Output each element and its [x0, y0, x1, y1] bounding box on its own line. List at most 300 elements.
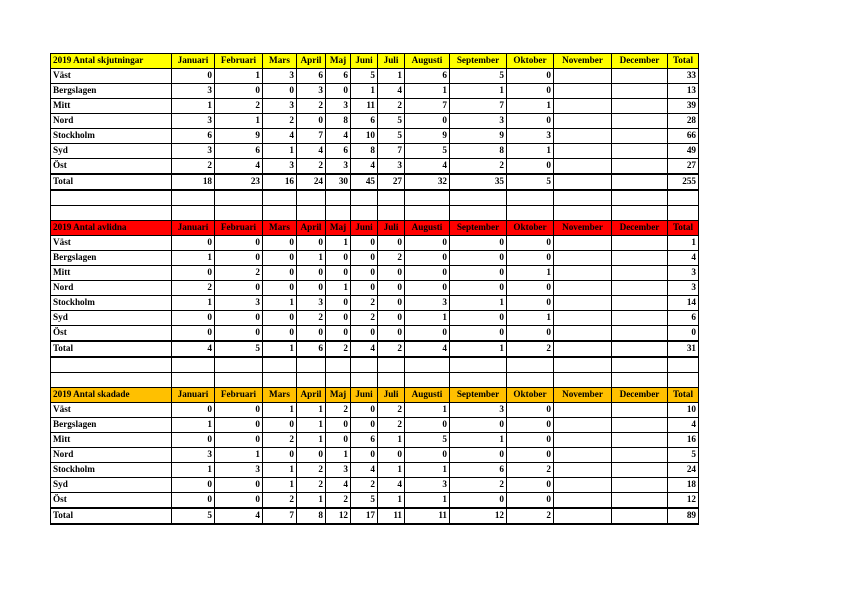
value-cell	[612, 326, 668, 342]
value-cell: 5	[405, 144, 450, 159]
value-cell: 1	[405, 311, 450, 326]
value-cell: 0	[215, 418, 263, 433]
value-cell: 1	[172, 463, 215, 478]
total-cell: 4	[215, 508, 263, 524]
region-label: Väst	[51, 403, 172, 418]
table-row	[51, 144, 699, 159]
column-header: December	[612, 221, 668, 236]
value-cell	[612, 478, 668, 493]
value-cell: 0	[405, 326, 450, 342]
sheet-body	[51, 54, 699, 525]
value-cell: 0	[215, 433, 263, 448]
value-cell: 3	[378, 159, 405, 175]
value-cell: 0	[297, 266, 326, 281]
value-cell: 6	[215, 144, 263, 159]
empty-cell	[351, 206, 378, 221]
value-cell: 0	[507, 69, 554, 84]
value-cell: 3	[507, 129, 554, 144]
table-row	[51, 478, 699, 493]
value-cell: 0	[215, 326, 263, 342]
value-cell: 27	[668, 159, 699, 175]
value-cell: 3	[172, 114, 215, 129]
value-cell: 0	[297, 114, 326, 129]
section-header-row	[51, 388, 699, 403]
table-row	[51, 69, 699, 84]
total-label: Total	[51, 174, 172, 190]
value-cell: 1	[297, 418, 326, 433]
table-row	[51, 311, 699, 326]
column-header: Februari	[215, 388, 263, 403]
value-cell: 2	[351, 311, 378, 326]
section-header-row	[51, 221, 699, 236]
value-cell: 0	[263, 326, 297, 342]
total-cell: 2	[507, 508, 554, 524]
value-cell: 0	[351, 266, 378, 281]
total-row	[51, 508, 699, 524]
total-cell: 27	[378, 174, 405, 190]
value-cell: 1	[215, 114, 263, 129]
table-row	[51, 296, 699, 311]
value-cell: 14	[668, 296, 699, 311]
value-cell: 0	[263, 448, 297, 463]
region-label: Öst	[51, 493, 172, 509]
value-cell: 0	[326, 296, 351, 311]
value-cell: 1	[326, 281, 351, 296]
value-cell: 0	[507, 326, 554, 342]
empty-cell	[51, 373, 172, 388]
value-cell: 0	[215, 251, 263, 266]
value-cell: 0	[351, 448, 378, 463]
empty-cell	[507, 190, 554, 206]
value-cell: 5	[405, 433, 450, 448]
empty-cell	[215, 373, 263, 388]
value-cell: 0	[263, 266, 297, 281]
value-cell: 6	[450, 463, 507, 478]
value-cell: 2	[326, 493, 351, 509]
region-label: Stockholm	[51, 129, 172, 144]
value-cell: 2	[172, 159, 215, 175]
value-cell: 0	[405, 266, 450, 281]
value-cell: 3	[172, 84, 215, 99]
value-cell: 0	[351, 236, 378, 251]
value-cell	[554, 266, 612, 281]
empty-cell	[172, 357, 215, 373]
total-cell: 5	[507, 174, 554, 190]
table-row	[51, 433, 699, 448]
column-header: Juli	[378, 388, 405, 403]
value-cell: 2	[215, 266, 263, 281]
empty-cell	[351, 190, 378, 206]
value-cell	[554, 144, 612, 159]
spacer-row	[51, 190, 699, 206]
empty-cell	[378, 190, 405, 206]
table-row	[51, 463, 699, 478]
empty-cell	[297, 373, 326, 388]
value-cell: 7	[297, 129, 326, 144]
empty-cell	[215, 206, 263, 221]
region-label: Bergslagen	[51, 84, 172, 99]
region-label: Väst	[51, 236, 172, 251]
value-cell: 6	[326, 69, 351, 84]
value-cell	[612, 448, 668, 463]
region-label: Syd	[51, 144, 172, 159]
column-header: April	[297, 221, 326, 236]
value-cell	[554, 69, 612, 84]
value-cell	[554, 463, 612, 478]
empty-cell	[405, 190, 450, 206]
value-cell	[612, 99, 668, 114]
value-cell: 1	[326, 236, 351, 251]
value-cell: 4	[405, 159, 450, 175]
value-cell: 0	[326, 84, 351, 99]
value-cell: 1	[450, 433, 507, 448]
column-header: Oktober	[507, 388, 554, 403]
value-cell	[612, 296, 668, 311]
value-cell	[554, 236, 612, 251]
value-cell	[554, 326, 612, 342]
column-header: Total	[668, 388, 699, 403]
value-cell: 0	[326, 251, 351, 266]
value-cell: 5	[668, 448, 699, 463]
value-cell: 7	[450, 99, 507, 114]
empty-cell	[450, 190, 507, 206]
empty-cell	[612, 373, 668, 388]
total-cell: 5	[172, 508, 215, 524]
column-header: Juni	[351, 388, 378, 403]
value-cell: 1	[172, 296, 215, 311]
value-cell: 0	[507, 251, 554, 266]
empty-cell	[326, 357, 351, 373]
value-cell: 0	[450, 326, 507, 342]
total-cell: 2	[326, 341, 351, 357]
empty-cell	[263, 373, 297, 388]
value-cell: 3	[297, 84, 326, 99]
value-cell: 4	[326, 129, 351, 144]
value-cell: 2	[263, 493, 297, 509]
total-cell: 35	[450, 174, 507, 190]
value-cell: 0	[405, 448, 450, 463]
value-cell: 4	[215, 159, 263, 175]
value-cell: 3	[297, 296, 326, 311]
section-title: 2019 Antal skadade	[51, 388, 172, 403]
total-row	[51, 174, 699, 190]
total-row	[51, 341, 699, 357]
value-cell: 0	[326, 418, 351, 433]
value-cell: 1	[507, 144, 554, 159]
region-label: Stockholm	[51, 463, 172, 478]
region-label: Nord	[51, 114, 172, 129]
total-cell: 17	[351, 508, 378, 524]
column-header: Juni	[351, 221, 378, 236]
empty-cell	[612, 206, 668, 221]
value-cell	[554, 493, 612, 509]
value-cell: 0	[507, 281, 554, 296]
value-cell: 1	[378, 493, 405, 509]
value-cell	[554, 114, 612, 129]
value-cell: 1	[378, 463, 405, 478]
value-cell: 2	[507, 463, 554, 478]
value-cell: 3	[172, 144, 215, 159]
value-cell: 1	[172, 418, 215, 433]
value-cell: 0	[215, 236, 263, 251]
column-header: Oktober	[507, 54, 554, 69]
value-cell: 0	[326, 326, 351, 342]
value-cell: 2	[450, 159, 507, 175]
total-cell: 12	[450, 508, 507, 524]
value-cell: 0	[263, 84, 297, 99]
value-cell: 3	[326, 159, 351, 175]
value-cell	[554, 448, 612, 463]
total-cell: 16	[263, 174, 297, 190]
value-cell: 0	[405, 281, 450, 296]
empty-cell	[668, 206, 699, 221]
region-label: Mitt	[51, 433, 172, 448]
value-cell	[554, 129, 612, 144]
region-label: Syd	[51, 311, 172, 326]
value-cell: 0	[297, 236, 326, 251]
value-cell: 8	[326, 114, 351, 129]
total-cell: 5	[215, 341, 263, 357]
column-header: Januari	[172, 54, 215, 69]
value-cell: 0	[172, 236, 215, 251]
value-cell: 1	[351, 84, 378, 99]
value-cell: 2	[263, 114, 297, 129]
column-header: Januari	[172, 221, 215, 236]
value-cell: 1	[263, 144, 297, 159]
value-cell	[612, 69, 668, 84]
value-cell: 0	[450, 311, 507, 326]
empty-cell	[378, 206, 405, 221]
total-cell: 89	[668, 508, 699, 524]
total-cell: 24	[297, 174, 326, 190]
value-cell: 0	[507, 236, 554, 251]
value-cell: 0	[215, 403, 263, 418]
empty-cell	[172, 373, 215, 388]
spacer-row	[51, 373, 699, 388]
column-header: Total	[668, 221, 699, 236]
value-cell: 0	[326, 311, 351, 326]
value-cell: 0	[507, 493, 554, 509]
column-header: Januari	[172, 388, 215, 403]
table-row	[51, 236, 699, 251]
value-cell: 0	[263, 281, 297, 296]
empty-cell	[263, 357, 297, 373]
value-cell: 33	[668, 69, 699, 84]
value-cell: 1	[263, 463, 297, 478]
total-cell: 2	[507, 341, 554, 357]
value-cell: 0	[215, 478, 263, 493]
value-cell: 0	[450, 236, 507, 251]
value-cell: 1	[297, 251, 326, 266]
column-header: April	[297, 54, 326, 69]
region-label: Mitt	[51, 266, 172, 281]
column-header: April	[297, 388, 326, 403]
value-cell: 0	[507, 448, 554, 463]
region-label: Nord	[51, 281, 172, 296]
empty-cell	[554, 206, 612, 221]
value-cell: 0	[351, 403, 378, 418]
value-cell	[554, 478, 612, 493]
total-cell: 23	[215, 174, 263, 190]
value-cell: 0	[172, 478, 215, 493]
value-cell: 0	[450, 281, 507, 296]
empty-cell	[554, 373, 612, 388]
value-cell: 8	[351, 144, 378, 159]
empty-cell	[668, 373, 699, 388]
section-title: 2019 Antal avlidna	[51, 221, 172, 236]
column-header: September	[450, 388, 507, 403]
region-label: Bergslagen	[51, 251, 172, 266]
table-row	[51, 159, 699, 175]
empty-cell	[507, 373, 554, 388]
value-cell: 0	[297, 448, 326, 463]
value-cell	[612, 311, 668, 326]
value-cell: 1	[378, 433, 405, 448]
region-label: Syd	[51, 478, 172, 493]
value-cell: 0	[378, 266, 405, 281]
total-cell: 30	[326, 174, 351, 190]
value-cell	[554, 311, 612, 326]
value-cell	[612, 403, 668, 418]
value-cell: 0	[450, 251, 507, 266]
value-cell: 4	[668, 251, 699, 266]
empty-cell	[554, 357, 612, 373]
total-cell: 255	[668, 174, 699, 190]
value-cell: 0	[326, 433, 351, 448]
column-header: Februari	[215, 221, 263, 236]
table-row	[51, 99, 699, 114]
value-cell	[554, 99, 612, 114]
value-cell: 2	[172, 281, 215, 296]
value-cell: 6	[351, 433, 378, 448]
empty-cell	[326, 190, 351, 206]
value-cell: 2	[378, 99, 405, 114]
empty-cell	[215, 190, 263, 206]
value-cell: 9	[405, 129, 450, 144]
value-cell	[554, 418, 612, 433]
value-cell: 2	[263, 433, 297, 448]
value-cell	[612, 114, 668, 129]
value-cell: 6	[351, 114, 378, 129]
column-header: December	[612, 388, 668, 403]
value-cell	[612, 418, 668, 433]
value-cell: 2	[351, 478, 378, 493]
total-cell: 7	[263, 508, 297, 524]
total-cell	[554, 341, 612, 357]
total-cell: 1	[263, 341, 297, 357]
spacer-row	[51, 206, 699, 221]
empty-cell	[172, 206, 215, 221]
total-cell	[612, 508, 668, 524]
value-cell: 1	[263, 403, 297, 418]
value-cell: 3	[450, 114, 507, 129]
empty-cell	[668, 357, 699, 373]
value-cell: 0	[668, 326, 699, 342]
value-cell: 3	[263, 69, 297, 84]
value-cell: 39	[668, 99, 699, 114]
column-header: Maj	[326, 221, 351, 236]
value-cell: 0	[172, 69, 215, 84]
column-header: December	[612, 54, 668, 69]
value-cell	[554, 296, 612, 311]
value-cell: 8	[450, 144, 507, 159]
table-row	[51, 251, 699, 266]
value-cell: 1	[405, 403, 450, 418]
region-label: Bergslagen	[51, 418, 172, 433]
value-cell: 6	[326, 144, 351, 159]
value-cell: 3	[215, 463, 263, 478]
value-cell	[554, 84, 612, 99]
value-cell: 0	[450, 448, 507, 463]
table-row	[51, 448, 699, 463]
value-cell: 1	[378, 69, 405, 84]
empty-cell	[172, 190, 215, 206]
value-cell: 3	[263, 99, 297, 114]
value-cell: 3	[263, 159, 297, 175]
spacer-row	[51, 357, 699, 373]
value-cell: 0	[351, 251, 378, 266]
value-cell: 2	[297, 478, 326, 493]
column-header: Maj	[326, 54, 351, 69]
value-cell: 1	[172, 251, 215, 266]
value-cell	[612, 433, 668, 448]
empty-cell	[405, 373, 450, 388]
value-cell	[612, 463, 668, 478]
total-label: Total	[51, 341, 172, 357]
empty-cell	[405, 357, 450, 373]
value-cell: 1	[297, 403, 326, 418]
value-cell: 2	[351, 296, 378, 311]
region-label: Öst	[51, 326, 172, 342]
value-cell: 0	[507, 114, 554, 129]
empty-cell	[297, 206, 326, 221]
value-cell: 3	[326, 99, 351, 114]
total-cell: 2	[378, 341, 405, 357]
value-cell: 6	[172, 129, 215, 144]
value-cell	[554, 251, 612, 266]
column-header: November	[554, 221, 612, 236]
value-cell: 0	[263, 311, 297, 326]
value-cell: 0	[172, 493, 215, 509]
empty-cell	[507, 206, 554, 221]
empty-cell	[507, 357, 554, 373]
value-cell: 2	[326, 403, 351, 418]
section-title: 2019 Antal skjutningar	[51, 54, 172, 69]
total-cell: 12	[326, 508, 351, 524]
value-cell: 7	[405, 99, 450, 114]
table-row	[51, 493, 699, 509]
value-cell	[612, 281, 668, 296]
total-cell: 31	[668, 341, 699, 357]
total-cell	[554, 174, 612, 190]
value-cell: 6	[297, 69, 326, 84]
value-cell	[612, 129, 668, 144]
value-cell	[612, 84, 668, 99]
column-header: Total	[668, 54, 699, 69]
column-header: Mars	[263, 54, 297, 69]
value-cell	[612, 266, 668, 281]
value-cell: 2	[378, 403, 405, 418]
value-cell: 0	[215, 493, 263, 509]
value-cell: 4	[378, 478, 405, 493]
value-cell: 2	[215, 99, 263, 114]
value-cell: 0	[507, 478, 554, 493]
table-row	[51, 129, 699, 144]
value-cell: 1	[450, 84, 507, 99]
value-cell: 3	[172, 448, 215, 463]
section-header-row	[51, 54, 699, 69]
value-cell: 12	[668, 493, 699, 509]
